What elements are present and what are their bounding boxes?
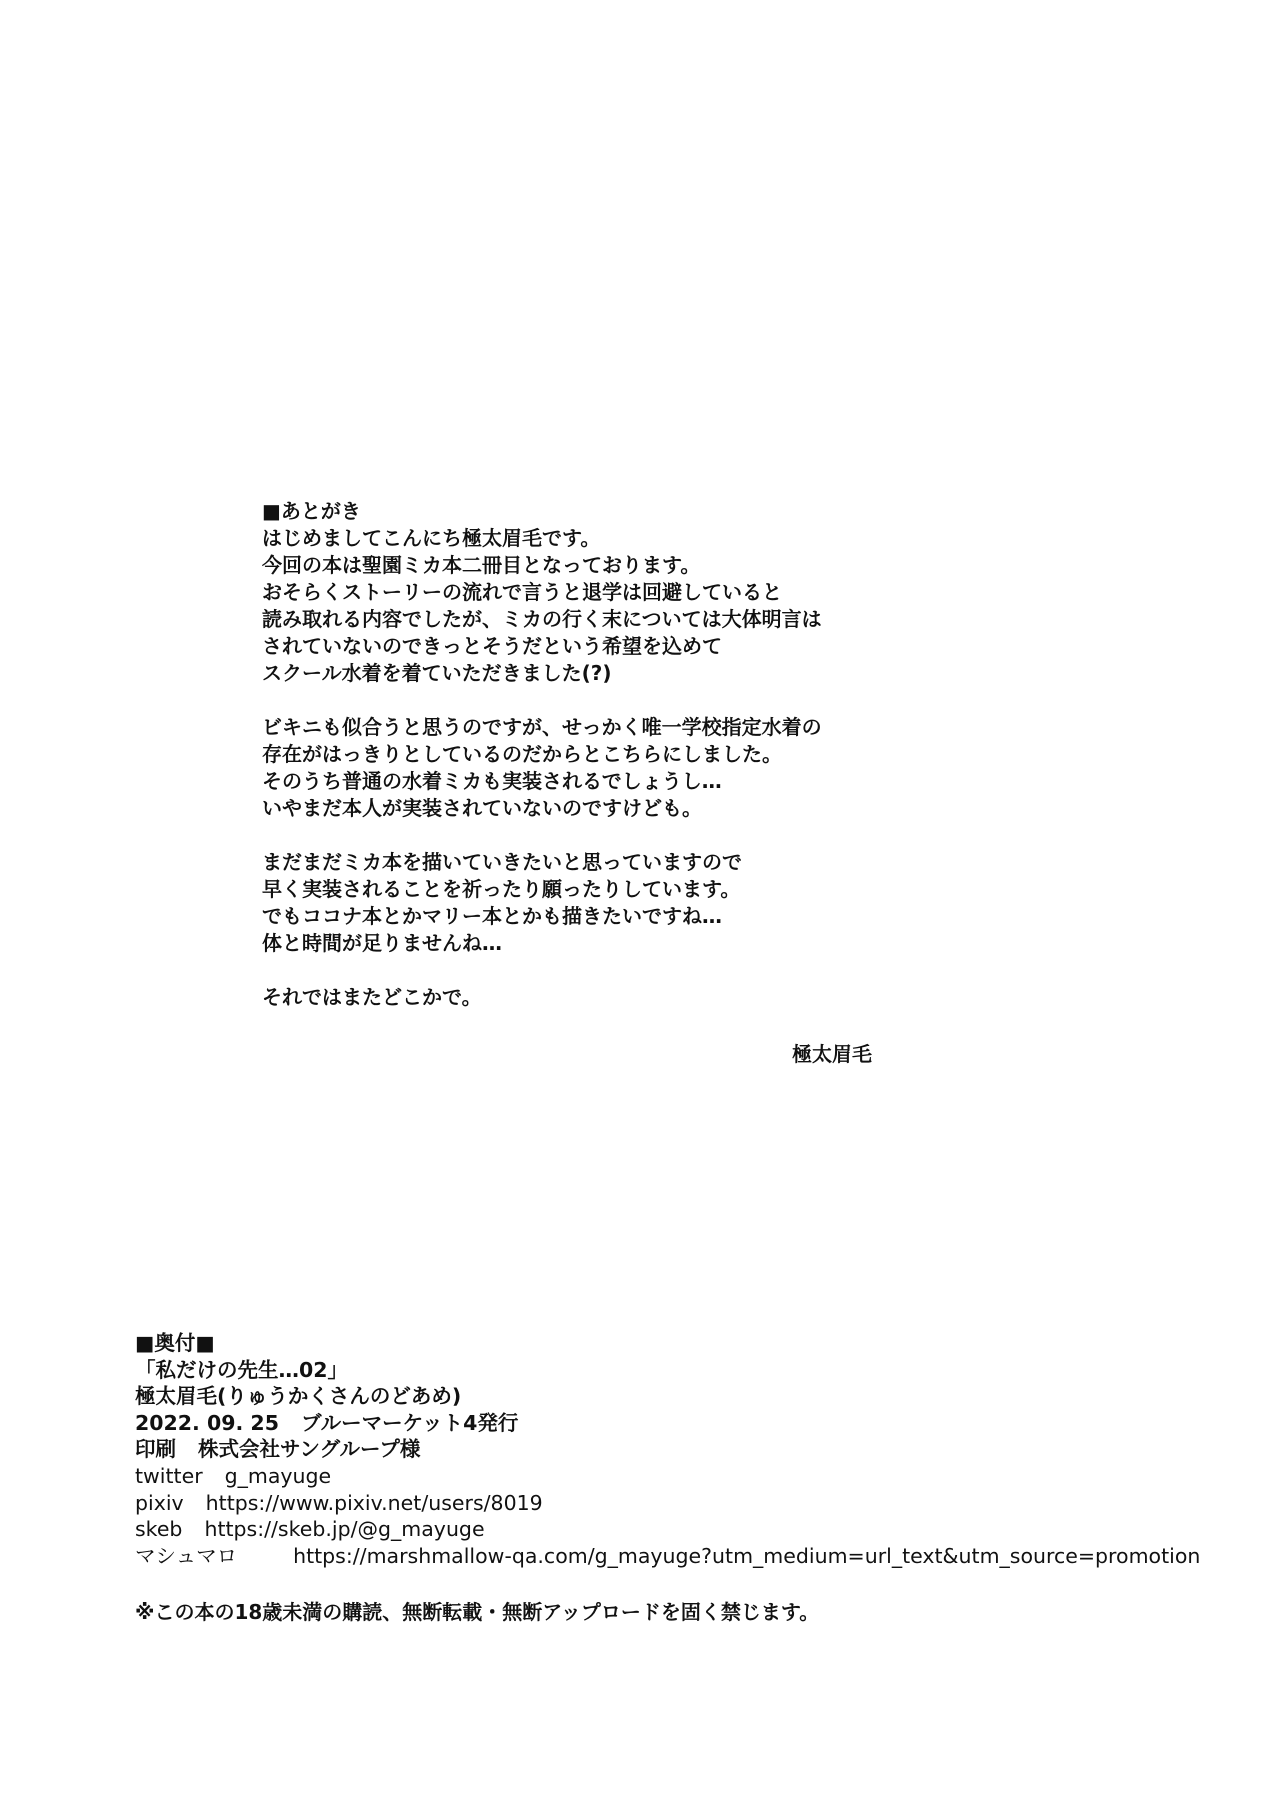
skeb-info (135, 1516, 1235, 1543)
twitter-handle[interactable]: g_mayuge (224, 1463, 332, 1488)
afterword-line: でもココナ本とかマリー本とかも描きたいですね… (262, 904, 722, 928)
marshmallow-label: マシュマロ (135, 1543, 238, 1568)
pixiv-link[interactable]: https://www.pixiv.net/users/8019 (205, 1490, 543, 1515)
twitter-label: twitter (135, 1463, 203, 1488)
afterword-line: ビキニも似合うと思うのですが、せっかく唯一学校指定水着の (262, 715, 822, 739)
publish-event: ブルーマーケット4発行 (300, 1410, 519, 1435)
publish-info (135, 1410, 1235, 1437)
afterword-section (262, 498, 962, 1011)
afterword-line: はじめましてこんにち極太眉毛です。 (262, 526, 601, 550)
twitter-info (135, 1463, 1235, 1490)
afterword-line: おそらくストーリーの流れで言うと退学は回避していると (262, 580, 782, 604)
colophon-heading: ■奥付■ (135, 1331, 215, 1355)
afterword-line: いやまだ本人が実装されていないのですけども。 (262, 796, 702, 820)
afterword-line: 読み取れる内容でしたが、ミカの行く末については大体明言は (262, 607, 822, 631)
afterword-line: 今回の本は聖園ミカ本二冊目となっております。 (262, 553, 701, 577)
afterword-line: 存在がはっきりとしているのだからとこちらにしました。 (262, 742, 782, 766)
pixiv-label: pixiv (135, 1490, 184, 1515)
publish-date: 2022. 09. 25 (135, 1410, 279, 1435)
book-title: 「私だけの先生…02」 (135, 1357, 349, 1382)
paragraph-gap (262, 687, 962, 714)
afterword-line: スクール水着を着ていただきました(?) (262, 661, 612, 685)
printer-info (135, 1436, 1235, 1463)
afterword-heading: ■あとがき (262, 499, 361, 523)
marshmallow-info (135, 1543, 1235, 1570)
author-signature: 極太眉毛 (792, 1042, 872, 1066)
skeb-link[interactable]: https://skeb.jp/@g_mayuge (204, 1517, 485, 1542)
paragraph-gap (262, 957, 962, 984)
printer-value: 株式会社サングループ様 (198, 1437, 421, 1462)
printer-label: 印刷 (135, 1437, 176, 1462)
pixiv-info (135, 1490, 1235, 1517)
afterword-line: されていないのできっとそうだという希望を込めて (262, 634, 722, 658)
colophon-section (135, 1330, 1235, 1569)
afterword-line: 体と時間が足りませんね… (262, 931, 502, 955)
afterword-line: まだまだミカ本を描いていきたいと思っていますので (262, 850, 742, 874)
afterword-line: それではまたどこかで。 (262, 985, 482, 1009)
copyright-notice: ※この本の18歳未満の購読、無断転載・無断アップロードを固く禁じます。 (135, 1600, 820, 1624)
paragraph-gap (262, 822, 962, 849)
skeb-label: skeb (135, 1517, 183, 1542)
author-circle: 極太眉毛(りゅうかくさんのどあめ) (135, 1384, 462, 1409)
afterword-line: そのうち普通の水着ミカも実装されるでしょうし… (262, 769, 722, 793)
afterword-line: 早く実装されることを祈ったり願ったりしています。 (262, 877, 741, 901)
marshmallow-link[interactable]: https://marshmallow-qa.com/g_mayuge?utm_medium=url_text&utm_source=promotion (293, 1543, 1201, 1568)
